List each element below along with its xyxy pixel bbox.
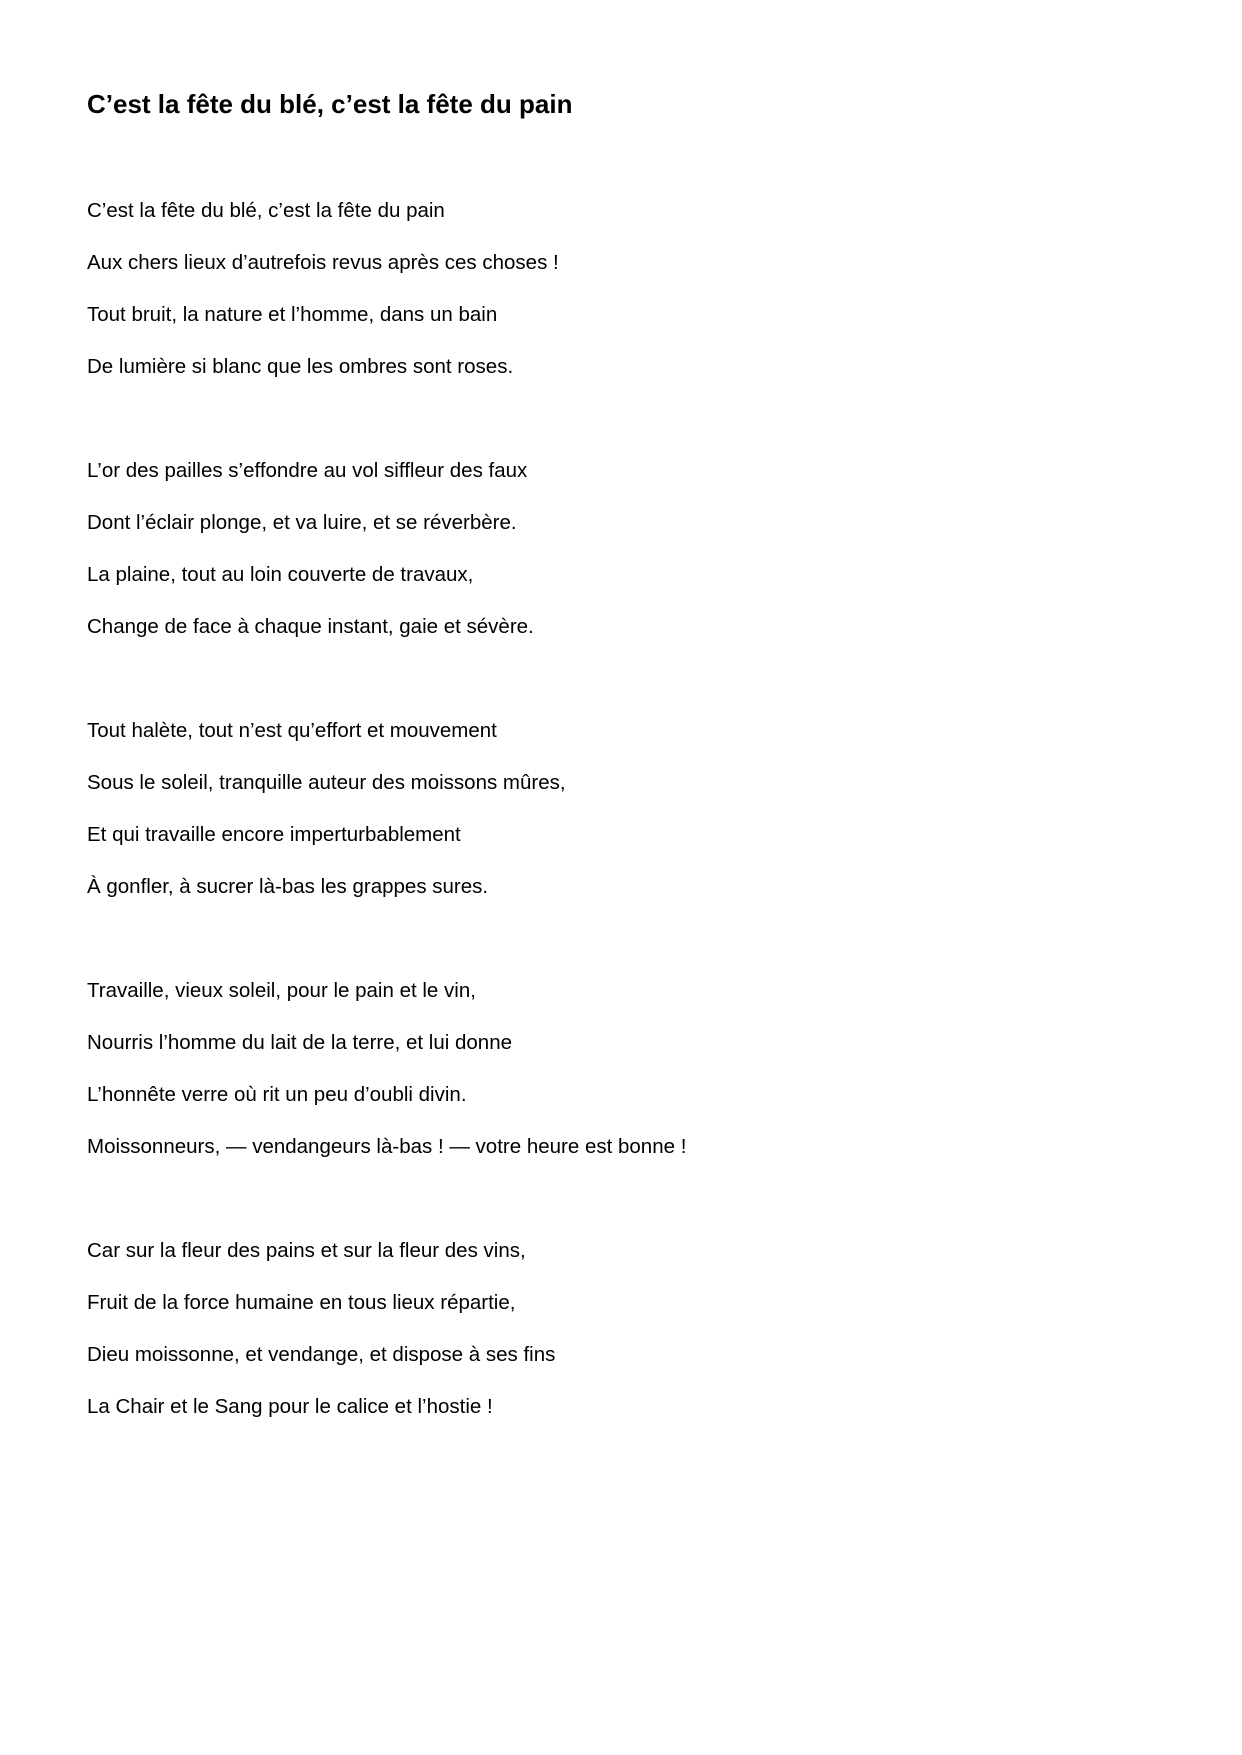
poem-title: C’est la fête du blé, c’est la fête du pain: [87, 89, 573, 119]
stanza-1: [87, 198, 559, 406]
verse-line: De lumière si blanc que les ombres sont roses.: [87, 355, 514, 378]
stanza-2: [87, 458, 534, 666]
verse-line: Travaille, vieux soleil, pour le pain et le vin,: [87, 979, 476, 1002]
verse-line: À gonfler, à sucrer là-bas les grappes sures.: [87, 875, 489, 898]
verse-line: L’honnête verre où rit un peu d’oubli divin.: [87, 1083, 467, 1106]
verse-line: Nourris l’homme du lait de la terre, et lui donne: [87, 1031, 513, 1054]
verse-line: Tout halète, tout n’est qu’effort et mouvement: [87, 719, 497, 742]
verse-line: Aux chers lieux d’autrefois revus après ces choses !: [87, 251, 559, 274]
verse-line: Change de face à chaque instant, gaie et sévère.: [87, 615, 534, 638]
verse-line: Fruit de la force humaine en tous lieux répartie,: [87, 1291, 516, 1314]
verse-line: Car sur la fleur des pains et sur la fleur des vins,: [87, 1239, 526, 1262]
verse-line: Et qui travaille encore imperturbablement: [87, 823, 461, 846]
verse-line: La plaine, tout au loin couverte de travaux,: [87, 563, 474, 586]
verse-line: Sous le soleil, tranquille auteur des moissons mûres,: [87, 771, 566, 794]
stanza-4: [87, 978, 686, 1186]
stanza-5: [87, 1238, 555, 1446]
verse-line: Dont l’éclair plonge, et va luire, et se réverbère.: [87, 511, 517, 534]
verse-line: C’est la fête du blé, c’est la fête du pain: [87, 199, 445, 222]
verse-line: L’or des pailles s’effondre au vol siffleur des faux: [87, 459, 528, 482]
verse-line: Moissonneurs, — vendangeurs là-bas ! — votre heure est bonne !: [87, 1135, 687, 1158]
verse-line: La Chair et le Sang pour le calice et l’hostie !: [87, 1395, 493, 1418]
verse-line: Dieu moissonne, et vendange, et dispose à ses fins: [87, 1343, 556, 1366]
stanza-3: [87, 718, 566, 926]
verse-line: Tout bruit, la nature et l’homme, dans un bain: [87, 303, 498, 326]
